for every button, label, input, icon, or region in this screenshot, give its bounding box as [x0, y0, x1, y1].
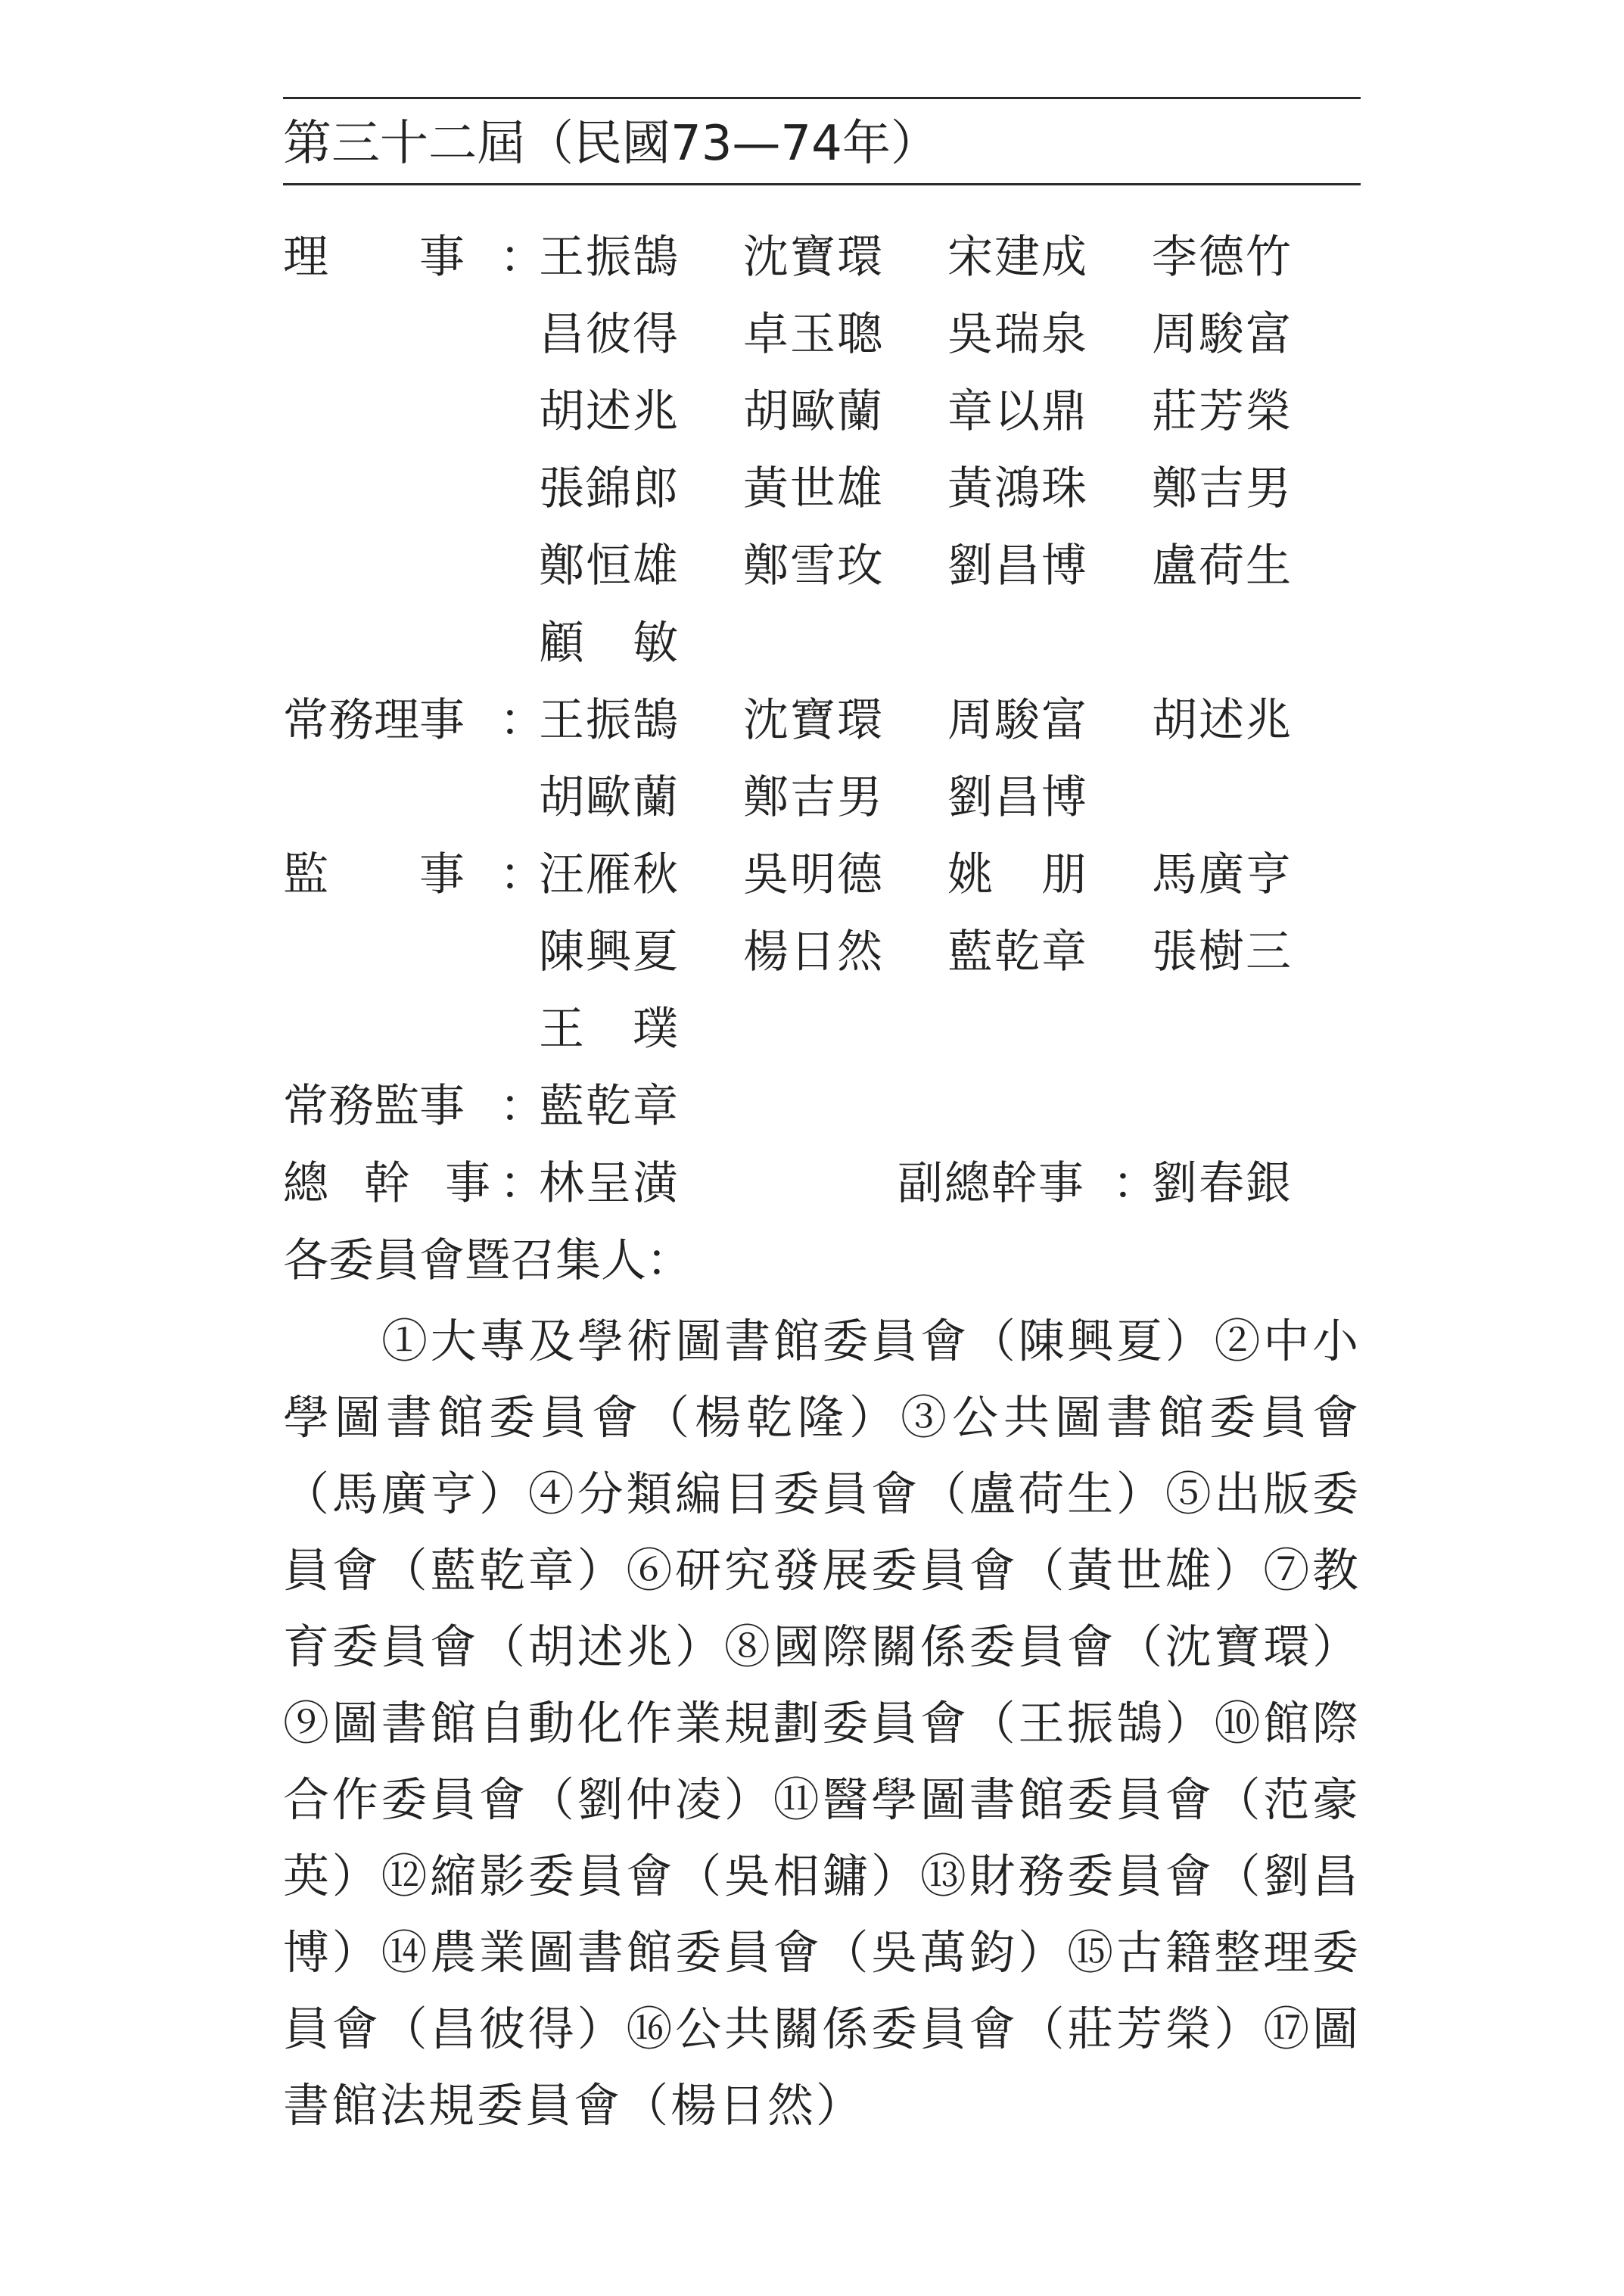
director-name: 張錦郎 — [539, 462, 680, 515]
executive-supervisor-label: 常務監事 — [283, 1080, 465, 1133]
director-name: 鄭雪玫 — [743, 540, 884, 593]
director-name: 昌彼得 — [539, 308, 680, 361]
executive-director-name: 王振鵠 — [539, 694, 680, 747]
directors-label: 理 事 — [283, 231, 465, 284]
director-name: 劉昌博 — [947, 540, 1088, 593]
secretary-general-name: 林呈潢 — [539, 1157, 680, 1210]
executive-directors-label: 常務理事 — [283, 694, 465, 747]
deputy-secretary-general-label: 副總幹事 — [898, 1157, 1085, 1210]
director-name: 顧 敏 — [539, 617, 680, 670]
director-name: 卓玉聰 — [743, 308, 884, 361]
director-name: 宋建成 — [947, 231, 1088, 284]
executive-director-name: 胡述兆 — [1152, 694, 1293, 747]
colon: ： — [1112, 1157, 1159, 1210]
secretary-general-label: 總 幹 事 — [283, 1157, 502, 1210]
deputy-secretary-general-name: 劉春銀 — [1152, 1157, 1293, 1210]
title-rule — [283, 183, 1361, 185]
colon: ： — [499, 1157, 545, 1210]
director-name: 胡述兆 — [539, 385, 680, 438]
executive-supervisor-name: 藍乾章 — [539, 1080, 680, 1133]
committees-heading: 各委員會暨召集人： — [283, 1234, 692, 1287]
supervisor-name: 張樹三 — [1152, 926, 1293, 978]
colon: ： — [499, 694, 545, 747]
colon: ： — [499, 848, 545, 901]
top-rule — [283, 97, 1361, 99]
executive-director-name: 周駿富 — [947, 694, 1088, 747]
director-name: 黃世雄 — [743, 462, 884, 515]
supervisor-name: 汪雁秋 — [539, 848, 680, 901]
supervisor-name: 姚 朋 — [947, 848, 1088, 901]
colon: ： — [499, 1080, 545, 1133]
director-name: 鄭恒雄 — [539, 540, 680, 593]
supervisors-label: 監 事 — [283, 848, 465, 901]
director-name: 鄭吉男 — [1152, 462, 1293, 515]
supervisor-name: 吳明德 — [743, 848, 884, 901]
director-name: 胡歐蘭 — [743, 385, 884, 438]
director-name: 周駿富 — [1152, 308, 1293, 361]
director-name: 莊芳榮 — [1152, 385, 1293, 438]
director-name: 吳瑞泉 — [947, 308, 1088, 361]
page-title: 第三十二屆（民國73—74年） — [283, 116, 939, 172]
executive-director-name: 劉昌博 — [947, 771, 1088, 824]
director-name: 王振鵠 — [539, 231, 680, 284]
supervisor-name: 馬廣亨 — [1152, 848, 1293, 901]
director-name: 沈寶環 — [743, 231, 884, 284]
executive-director-name: 鄭吉男 — [743, 771, 884, 824]
director-name: 黃鴻珠 — [947, 462, 1088, 515]
supervisor-name: 藍乾章 — [947, 926, 1088, 978]
director-name: 盧荷生 — [1152, 540, 1293, 593]
director-name: 章以鼎 — [947, 385, 1088, 438]
committees-paragraph: ①大專及學術圖書館委員會（陳興夏）②中小學圖書館委員會（楊乾隆）③公共圖書館委員會（馬廣亨）④分類編目委員會（盧荷生）⑤出版委員會（藍乾章）⑥研究發展委員會（黃世雄）⑦教育委員會（胡述兆）⑧國際關係委員會（沈寶環）⑨圖書館自動化作業規劃委員會（王振鵠）⑩館際合作委員會（劉仲凌）⑪醫學圖書館委員會（范豪英）⑫縮影委員會（吳相鏞）⑬財務委員會（劉昌博）⑭農業圖書館委員會（吳萬鈞）⑮古籍整理委員會（昌彼得）⑯公共關係委員會（莊芳榮）⑰圖書館法規委員會（楊日然） — [283, 1314, 1361, 2133]
supervisor-name: 楊日然 — [743, 926, 884, 978]
executive-director-name: 胡歐蘭 — [539, 771, 680, 824]
executive-director-name: 沈寶環 — [743, 694, 884, 747]
director-name: 李德竹 — [1152, 231, 1293, 284]
supervisor-name: 陳興夏 — [539, 926, 680, 978]
colon: ： — [499, 231, 545, 284]
supervisor-name: 王 璞 — [539, 1003, 680, 1056]
